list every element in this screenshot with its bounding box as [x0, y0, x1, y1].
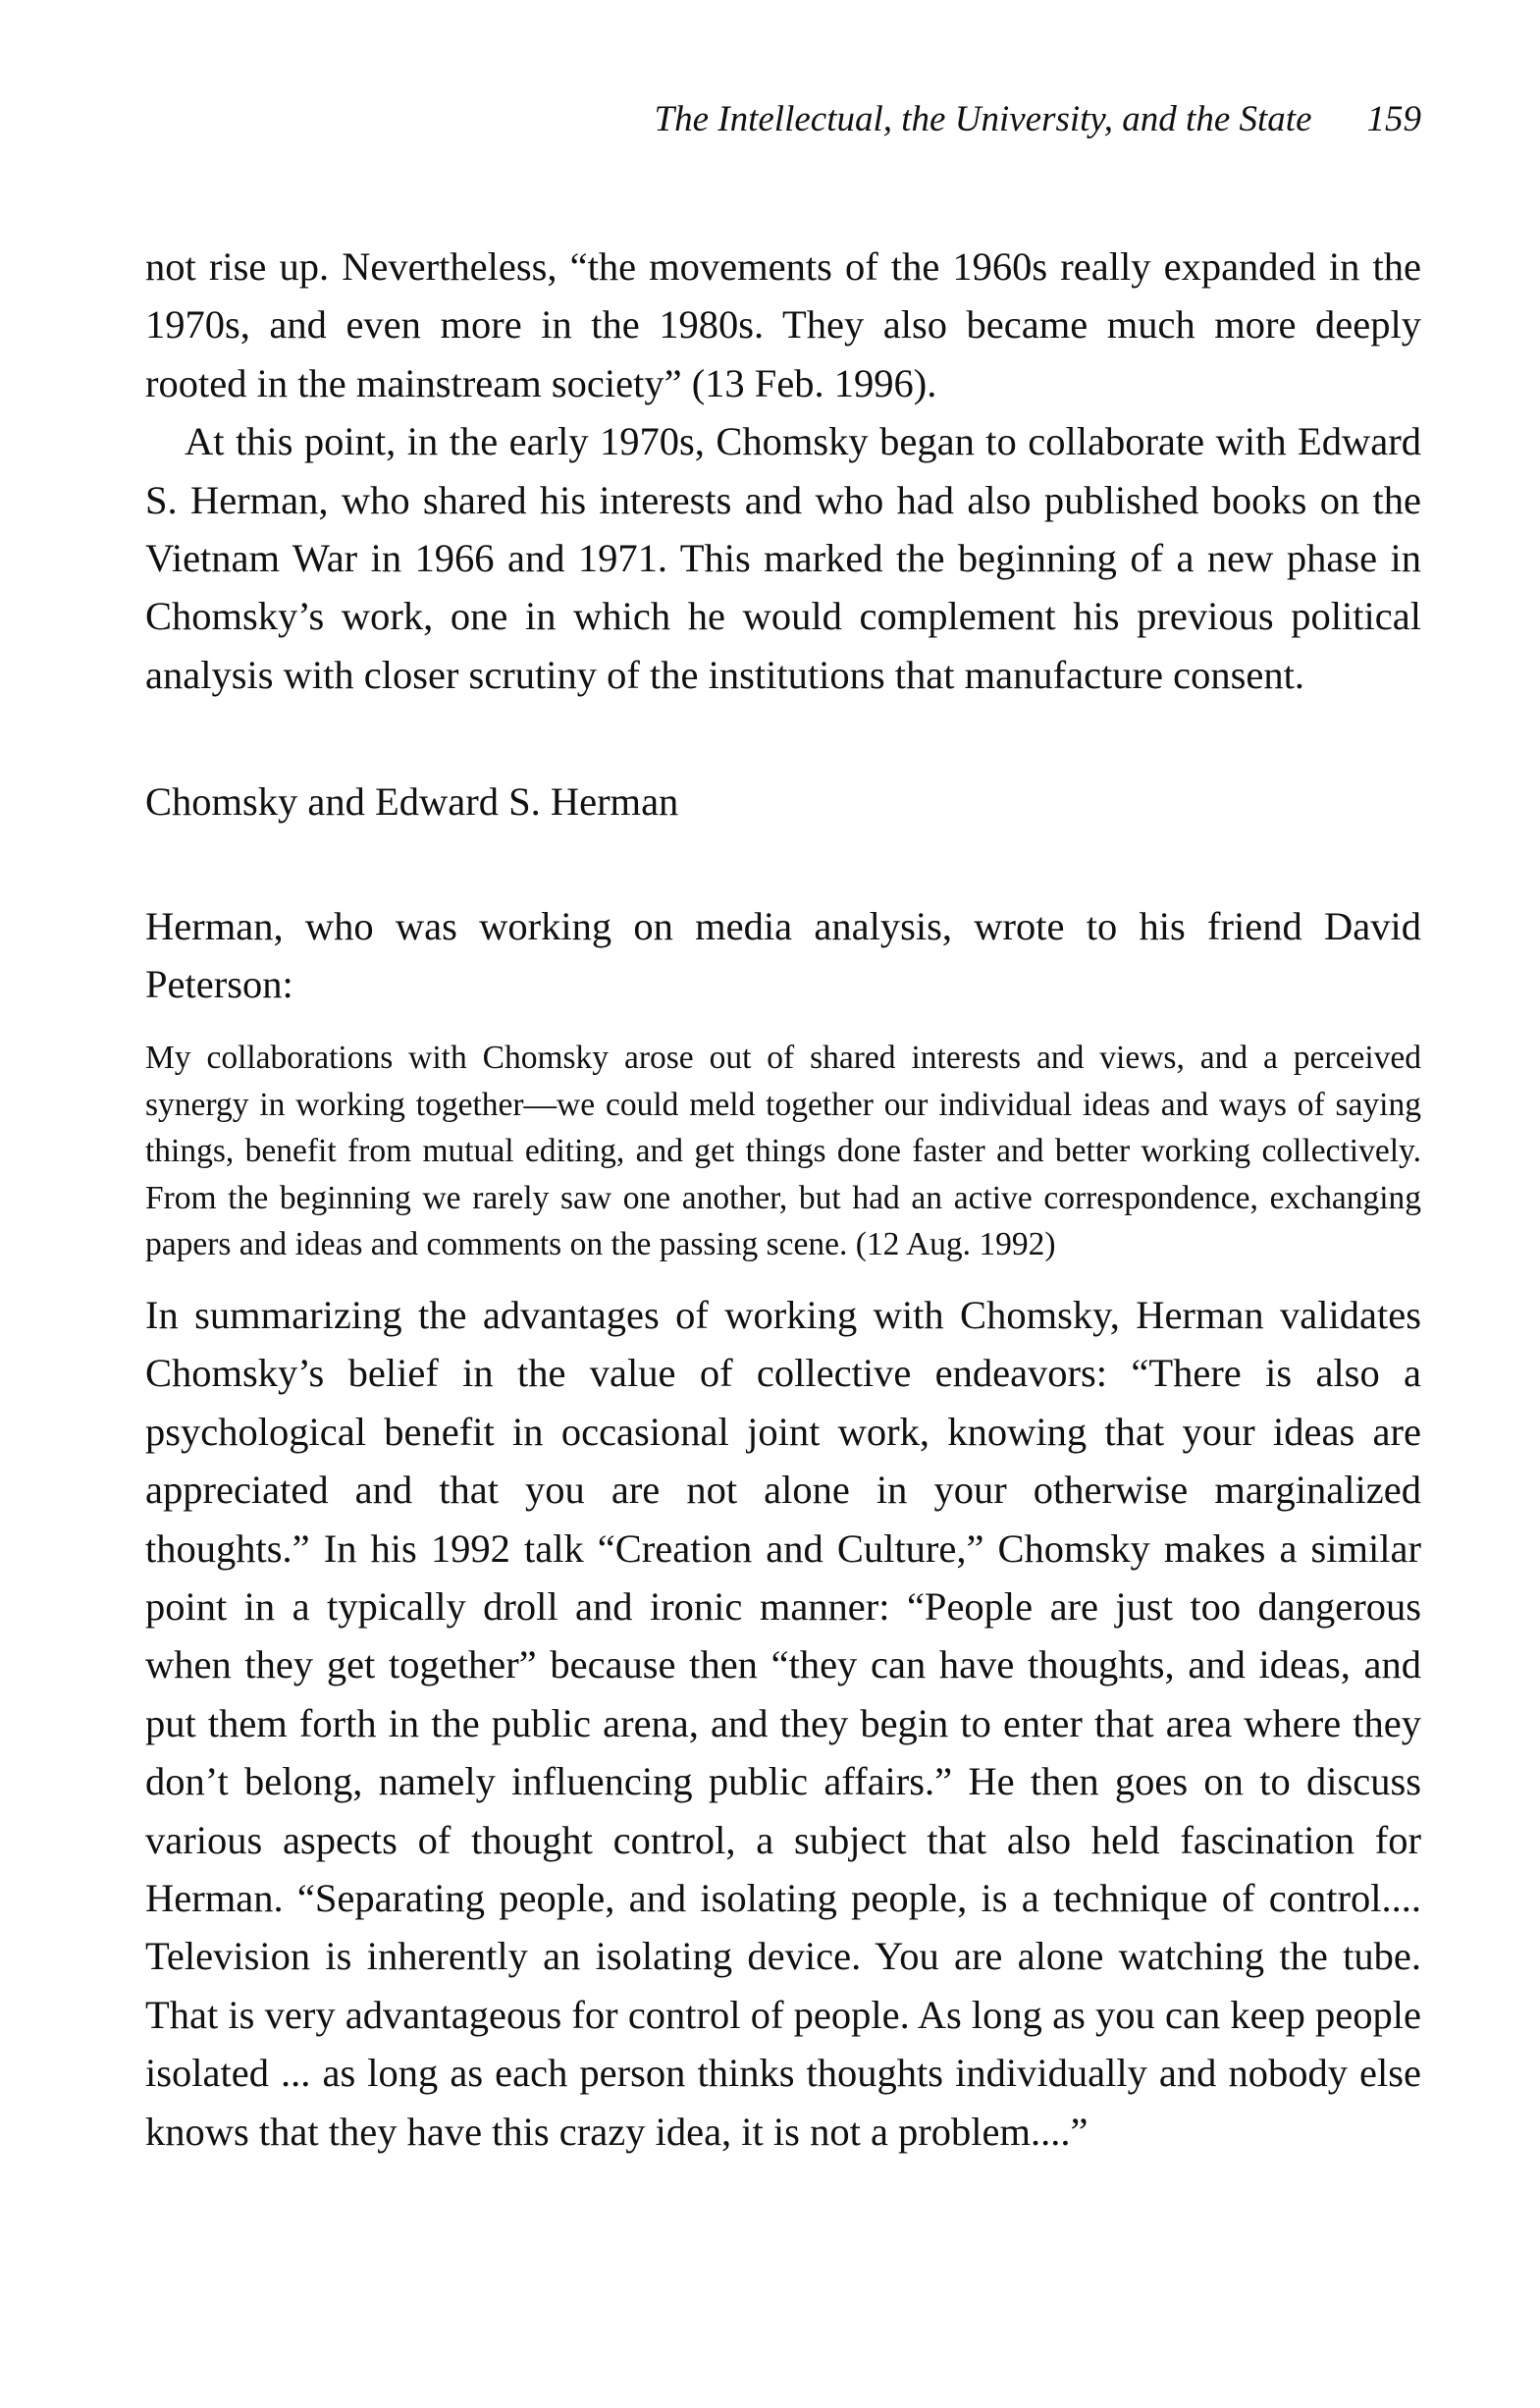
- running-head: [145, 98, 1421, 157]
- page-number: 159: [1366, 99, 1421, 139]
- paragraph-collaboration: At this point, in the early 1970s, Chomsky began to collaborate with Edward S. Herman, who shared his interests and who had also published books on the Vietnam War in 1966 and 1971. This marked the beginning of a new phase in Chomsky’s work, one in which he would complement his previous political analysis with closer scrutiny of the institutions that manufacture consent.: [145, 419, 1421, 697]
- paragraph-herman-intro: Herman, who was working on media analysis, wrote to his friend David Peterson:: [145, 903, 1421, 1007]
- block-quote: My collaborations with Chomsky arose out of shared interests and views, and a perceived synergy in working together—we could meld together our individual ideas and ways of saying things, benefit from mutual editing, and get things done faster and better working collectively. From the beginning we rarely saw one another, but had an active correspondence, exchanging papers and ideas and comments on the passing scene. (12 Aug. 1992): [145, 1040, 1421, 1263]
- paragraph-continued: not rise up. Nevertheless, “the movements of the 1960s really expanded in the 1970s, and even more in the 1980s. They also became much more deeply rooted in the mainstream society” (13 Feb. 1996).: [145, 244, 1421, 405]
- running-head-title: The Intellectual, the University, and the State: [654, 99, 1312, 139]
- paragraph-summary: In summarizing the advantages of working with Chomsky, Herman validates Chomsky’s belief in the value of collective endeavors: “There is also a psychological benefit in occasional joint work, knowing that your ideas are appreciated and that you are not alone in your otherwise marginalized thoughts.” In his 1992 talk “Creation and Culture,” Chomsky makes a similar point in a typically droll and ironic manner: “People are just too dangerous when they get together” because then “they can have thoughts, and ideas, and put them forth in the public arena, and they begin to enter that area where they don’t belong, namely influencing public affairs.” He then goes on to discuss various aspects of thought control, a subject that also held fascination for Herman. “Separating people, and isolating people, is a technique of control.... Television is inherently an isolating device. You are alone watching the tube. That is very advantageous for control of people. As long as you can keep people isolated ... as long as each person thinks thoughts individually and nobody else knows that they have this crazy idea, it is not a problem....”: [145, 1292, 1421, 2154]
- book-page: [145, 98, 1421, 2161]
- section-heading: Chomsky and Edward S. Herman: [145, 779, 679, 825]
